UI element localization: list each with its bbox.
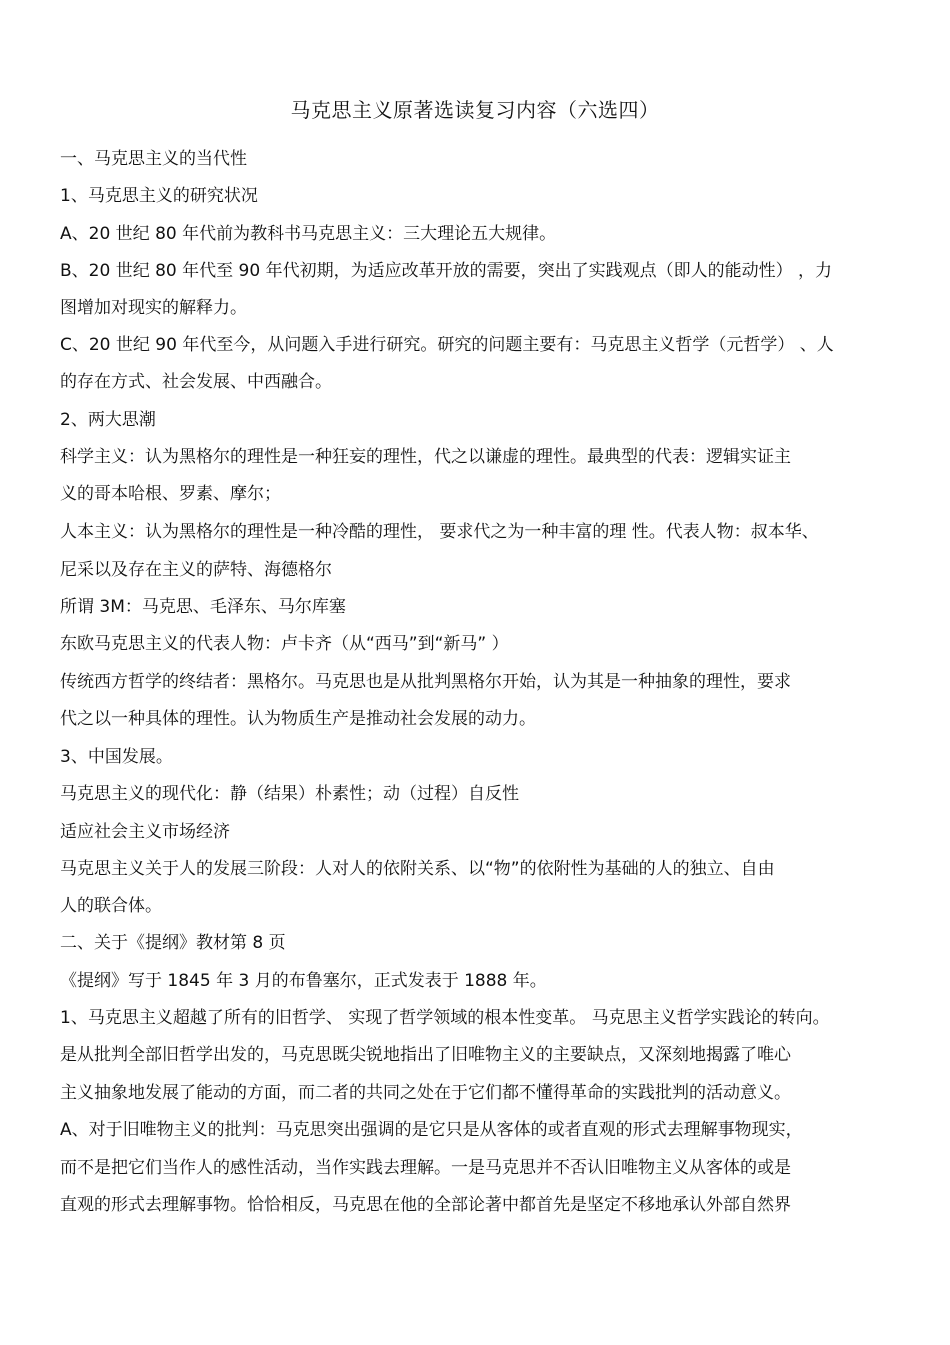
body-line: 的存在方式、社会发展、中西融合。 <box>60 372 332 392</box>
body-line: 图增加对现实的解释力。 <box>60 298 247 318</box>
body-line: 义的哥本哈根、罗素、摩尔； <box>60 484 281 504</box>
body-line: 一、马克思主义的当代性 <box>60 149 247 169</box>
body-line: 直观的形式去理解事物。恰恰相反，马克思在他的全部论著中都首先是坚定不移地承认外部自然界 <box>60 1195 791 1215</box>
body-line: 适应社会主义市场经济 <box>60 822 230 842</box>
body-line: 2、两大思潮 <box>60 410 156 430</box>
body-line: 东欧马克思主义的代表人物：卢卡齐（从“西马”到“新马” ） <box>60 634 509 654</box>
body-line: 代之以一种具体的理性。认为物质生产是推动社会发展的动力。 <box>60 709 536 729</box>
body-line: 马克思主义关于人的发展三阶段：人对人的依附关系、以“物”的依附性为基础的人的独立、自由 <box>60 859 775 879</box>
body-line: 二、关于《提纲》教材第 8 页 <box>60 933 286 953</box>
body-line: 尼采以及存在主义的萨特、海德格尔 <box>60 560 332 580</box>
body-line: 所谓 3M：马克思、毛泽东、马尔库塞 <box>60 597 346 617</box>
document-title: 马克思主义原著选读复习内容（六选四） <box>290 98 660 122</box>
body-line: 3、中国发展。 <box>60 747 173 767</box>
body-line: 是从批判全部旧哲学出发的，马克思既尖锐地指出了旧唯物主义的主要缺点，又深刻地揭露了唯心 <box>60 1045 791 1065</box>
body-line: 科学主义：认为黑格尔的理性是一种狂妄的理性，代之以谦虚的理性。最典型的代表：逻辑实证主 <box>60 447 791 467</box>
body-line: 而不是把它们当作人的感性活动，当作实践去理解。一是马克思并不否认旧唯物主义从客体的或是 <box>60 1158 791 1178</box>
body-line: 人本主义：认为黑格尔的理性是一种冷酷的理性， 要求代之为一种丰富的理 性。代表人物：叔本华、 <box>60 522 819 542</box>
body-line: C、20 世纪 90 年代至今，从问题入手进行研究。研究的问题主要有：马克思主义哲学（元哲学） 、人 <box>60 335 834 355</box>
body-line: 马克思主义的现代化：静（结果）朴素性；动（过程）自反性 <box>60 784 519 804</box>
body-line: 1、马克思主义的研究状况 <box>60 186 258 206</box>
body-line: 1、马克思主义超越了所有的旧哲学、 实现了哲学领域的根本性变革。 马克思主义哲学实践论的转向。 <box>60 1008 830 1028</box>
body-line: 《提纲》写于 1845 年 3 月的布鲁塞尔，正式发表于 1888 年。 <box>60 971 547 991</box>
body-line: 人的联合体。 <box>60 896 162 916</box>
body-line: B、20 世纪 80 年代至 90 年代初期，为适应改革开放的需要，突出了实践观点（即人的能动性） ，力 <box>60 261 832 281</box>
body-line: 主义抽象地发展了能动的方面，而二者的共同之处在于它们都不懂得革命的实践批判的活动意义。 <box>60 1083 791 1103</box>
body-line: 传统西方哲学的终结者：黑格尔。马克思也是从批判黑格尔开始，认为其是一种抽象的理性，要求 <box>60 672 791 692</box>
body-line: A、对于旧唯物主义的批判：马克思突出强调的是它只是从客体的或者直观的形式去理解事物现实， <box>60 1120 803 1140</box>
body-line: A、20 世纪 80 年代前为教科书马克思主义：三大理论五大规律。 <box>60 224 557 244</box>
